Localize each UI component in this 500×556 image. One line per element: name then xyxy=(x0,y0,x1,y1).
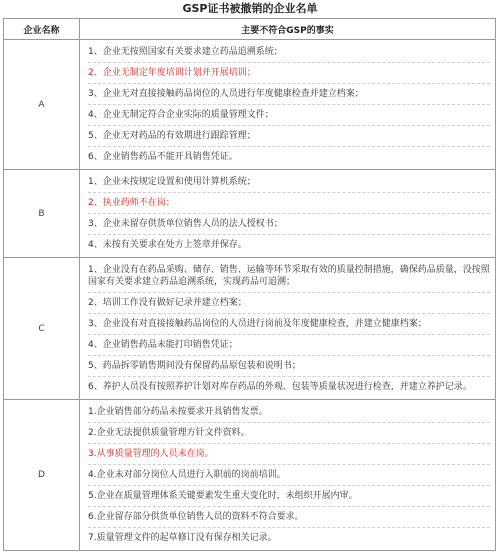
table-row xyxy=(4,170,496,258)
table-header-row xyxy=(4,19,496,40)
facts-cell xyxy=(80,400,496,551)
fact-item: 4、企业销售药品未能打印销售凭证； xyxy=(88,335,490,356)
fact-item: 1、企业没有在药品采购、储存、销售、运输等环节采取有效的质量控制措施，确保药品质量，没按照国家有关要求建立药品追溯系统，实现药品可追溯； xyxy=(88,260,490,293)
fact-item: 7.质量管理文件的起草修订没有保存相关记录。 xyxy=(88,533,277,543)
company-name: C xyxy=(4,258,80,400)
fact-item: 2.企业无法提供质量管理方针文件资料。 xyxy=(88,423,490,444)
fact-item: 2、培训工作没有做好记录并建立档案； xyxy=(88,293,490,314)
fact-item-highlighted: 2、企业无制定年度培训计划并开展培训； xyxy=(88,63,490,84)
fact-item: 5、企业无对药品的有效期进行跟踪管理； xyxy=(88,126,490,147)
fact-item: 5、药品拆零销售期间没有保留药品原包装和说明书； xyxy=(88,356,490,377)
table-row xyxy=(4,400,496,551)
company-name: A xyxy=(4,40,80,170)
fact-item-highlighted: 2、执业药师不在岗； xyxy=(88,193,490,214)
fact-item: 1、企业未按规定设置和使用计算机系统； xyxy=(88,172,490,193)
fact-item: 3、企业未留存供货单位销售人员的法人授权书； xyxy=(88,214,490,235)
facts-cell xyxy=(80,170,496,258)
facts-cell xyxy=(80,258,496,400)
fact-item: 6、企业销售药品不能开具销售凭证。 xyxy=(88,152,238,162)
fact-item: 6.企业留存部分供货单位销售人员的资料不符合要求。 xyxy=(88,507,490,528)
company-name: B xyxy=(4,170,80,258)
facts-cell xyxy=(80,40,496,170)
table-row xyxy=(4,258,496,400)
company-name: D xyxy=(4,400,80,551)
fact-item-highlighted: 3.从事质量管理的人员未在岗。 xyxy=(88,444,490,465)
fact-item: 1.企业销售部分药品未按要求开具销售发票。 xyxy=(88,402,490,423)
page-title: GSP证书被撤销的企业名单 xyxy=(182,2,318,15)
fact-item: 4.企业未对部分岗位人员进行入职前的岗前培训。 xyxy=(88,465,490,486)
revoked-companies-table xyxy=(3,18,496,551)
header-company: 企业名称 xyxy=(4,19,80,40)
fact-item: 1、企业无按照国家有关要求建立药品追溯系统； xyxy=(88,42,490,63)
fact-item: 3、企业无对直接接触药品岗位的人员进行年度健康检查并建立档案； xyxy=(88,84,490,105)
fact-item: 5.企业在质量管理体系关键要素发生重大变化时，未组织开展内审。 xyxy=(88,486,490,507)
table-row xyxy=(4,40,496,170)
fact-item: 4、企业无制定符合企业实际的质量管理文件； xyxy=(88,105,490,126)
fact-item: 6、养护人员没有按照养护计划对库存药品的外观、包装等质量状况进行检查，并建立养护记录。 xyxy=(88,382,472,392)
header-facts: 主要不符合GSP的事实 xyxy=(80,19,496,40)
fact-item: 4、未按有关要求在处方上签章并保存。 xyxy=(88,240,247,250)
fact-item: 3、企业没有对直接接触药品岗位的人员进行岗前及年度健康检查，并建立健康档案； xyxy=(88,314,490,335)
